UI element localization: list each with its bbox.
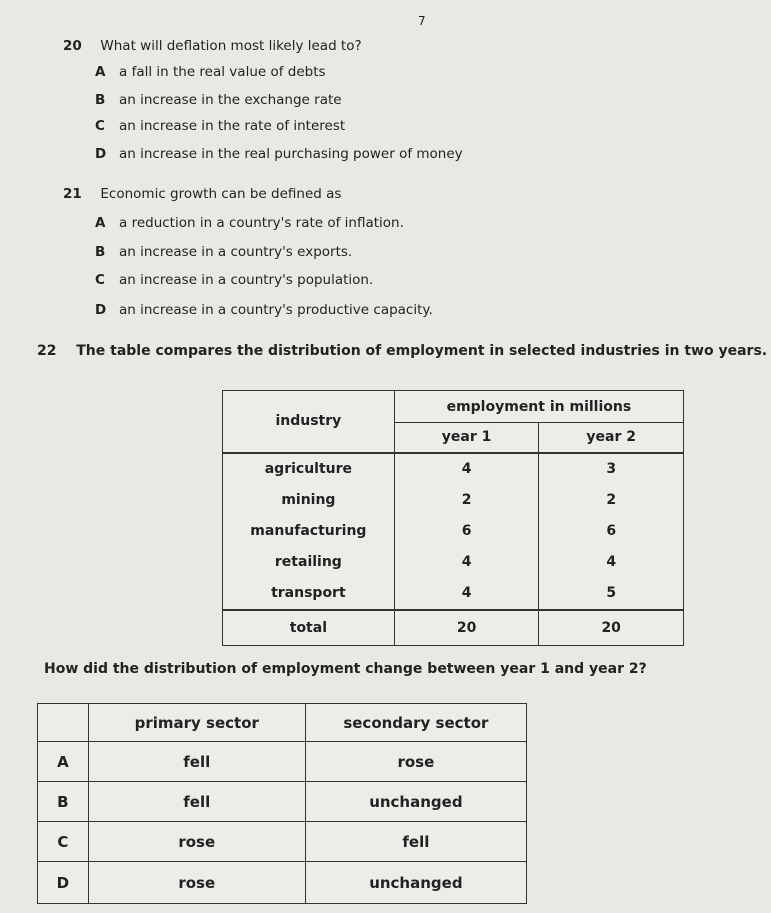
year1-cell: 6 <box>394 516 539 547</box>
primary-cell: fell <box>88 782 305 822</box>
question-text: Economic growth can be defined as <box>100 186 342 202</box>
blank-header <box>38 704 89 742</box>
answer-letter: B <box>38 782 89 822</box>
answer-letter: C <box>38 822 89 862</box>
year1-cell: 4 <box>394 547 539 578</box>
secondary-sector-header: secondary sector <box>305 704 526 742</box>
primary-cell: rose <box>88 822 305 862</box>
answer-letter: D <box>38 862 89 904</box>
year1-header: year 1 <box>394 423 539 453</box>
industry-cell: agriculture <box>223 453 395 485</box>
answer-row-a[interactable] <box>38 742 527 782</box>
industry-header: industry <box>223 391 395 453</box>
question-text: What will deflation most likely lead to? <box>100 38 362 54</box>
q20-option-a[interactable]: A a fall in the real value of debts <box>95 64 326 80</box>
total-label: total <box>223 610 395 646</box>
table-row <box>223 547 684 578</box>
year2-cell: 2 <box>539 485 684 516</box>
year2-cell: 6 <box>539 516 684 547</box>
year1-cell: 4 <box>394 453 539 485</box>
question-text: The table compares the distribution of employment in selected industries in two years. <box>76 343 768 359</box>
question-number: 22 <box>37 343 57 359</box>
industry-cell: mining <box>223 485 395 516</box>
q20-option-d[interactable]: D an increase in the real purchasing power of money <box>95 146 463 162</box>
question-number: 21 <box>63 186 82 202</box>
q21-option-b[interactable]: B an increase in a country's exports. <box>95 244 353 260</box>
industry-cell: retailing <box>223 547 395 578</box>
q21-option-d[interactable]: D an increase in a country's productive capacity. <box>95 302 433 318</box>
year1-cell: 2 <box>394 485 539 516</box>
question-22 <box>37 343 767 359</box>
answer-letter: A <box>38 742 89 782</box>
secondary-cell: unchanged <box>305 782 526 822</box>
answer-table <box>37 703 527 904</box>
year2-cell: 3 <box>539 453 684 485</box>
total-row <box>223 610 684 646</box>
industry-cell: transport <box>223 578 395 610</box>
secondary-cell: fell <box>305 822 526 862</box>
q21-option-a[interactable]: A a reduction in a country's rate of inflation. <box>95 215 404 231</box>
year2-cell: 4 <box>539 547 684 578</box>
question-21 <box>63 186 341 202</box>
answer-row-c[interactable] <box>38 822 527 862</box>
q21-option-c[interactable]: C an increase in a country's population. <box>95 272 374 288</box>
page-number: 7 <box>418 14 426 28</box>
year2-cell: 5 <box>539 578 684 610</box>
q20-option-b[interactable]: B an increase in the exchange rate <box>95 92 342 108</box>
secondary-cell: unchanged <box>305 862 526 904</box>
table-row <box>223 578 684 610</box>
q20-option-c[interactable]: C an increase in the rate of interest <box>95 118 346 134</box>
primary-cell: fell <box>88 742 305 782</box>
primary-sector-header: primary sector <box>88 704 305 742</box>
table-row <box>223 485 684 516</box>
total-year1: 20 <box>394 610 539 646</box>
table-row <box>223 516 684 547</box>
answer-row-d[interactable] <box>38 862 527 904</box>
total-year2: 20 <box>539 610 684 646</box>
employment-group-header: employment in millions <box>394 391 683 423</box>
table-row <box>223 453 684 485</box>
answer-row-b[interactable] <box>38 782 527 822</box>
question-number: 20 <box>63 38 82 54</box>
employment-table <box>222 390 684 646</box>
question-20 <box>63 38 362 54</box>
question-22-prompt: How did the distribution of employment change between year 1 and year 2? <box>44 661 647 677</box>
year1-cell: 4 <box>394 578 539 610</box>
primary-cell: rose <box>88 862 305 904</box>
secondary-cell: rose <box>305 742 526 782</box>
year2-header: year 2 <box>539 423 684 453</box>
industry-cell: manufacturing <box>223 516 395 547</box>
